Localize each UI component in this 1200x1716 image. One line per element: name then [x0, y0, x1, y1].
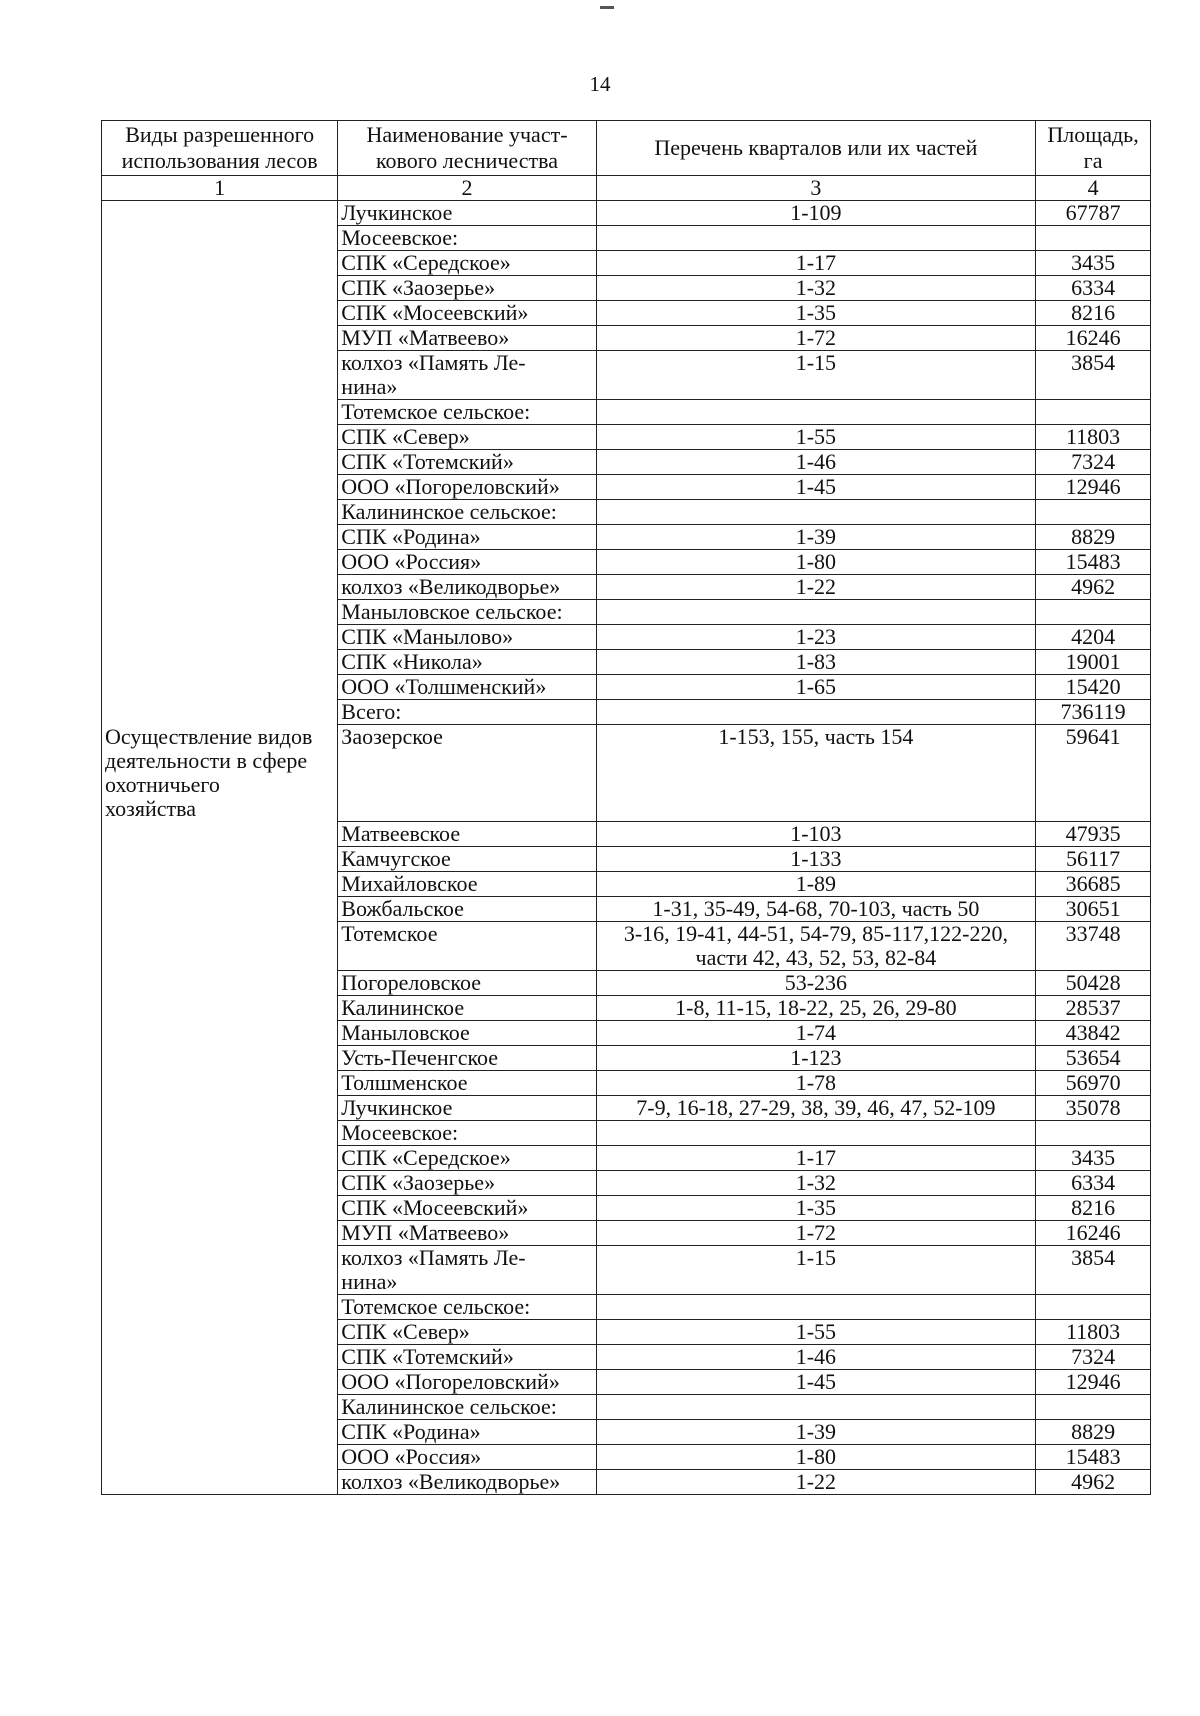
table-row — [102, 897, 1151, 922]
table-row — [102, 725, 1151, 822]
cell-permitted-use — [102, 550, 338, 575]
cell-permitted-use — [102, 326, 338, 351]
cell-permitted-use — [102, 1420, 338, 1445]
cell-area: 8829 — [1036, 1420, 1151, 1445]
table-row — [102, 847, 1151, 872]
cell-area: 15420 — [1036, 675, 1151, 700]
cell-area: 3854 — [1036, 1246, 1151, 1295]
cell-forestry-name: Лучкинское — [338, 201, 596, 226]
table-row — [102, 326, 1151, 351]
cell-permitted-use — [102, 1196, 338, 1221]
cell-area: 35078 — [1036, 1096, 1151, 1121]
table-row — [102, 822, 1151, 847]
cell-quarters: 1-109 — [596, 201, 1035, 226]
forest-use-table — [101, 120, 1151, 1495]
table-row — [102, 1071, 1151, 1096]
cell-forestry-name: СПК «Манылово» — [338, 625, 596, 650]
header-line: га — [1083, 148, 1103, 173]
cell-area: 15483 — [1036, 1445, 1151, 1470]
cell-area: 50428 — [1036, 971, 1151, 996]
page-number: 14 — [589, 72, 611, 96]
table-row — [102, 996, 1151, 1021]
cell-permitted-use — [102, 1470, 338, 1495]
cell-permitted-use — [102, 847, 338, 872]
header-line: Наименование участ- — [366, 122, 568, 147]
cell-permitted-use — [102, 1046, 338, 1071]
cell-forestry-name: Вожбальское — [338, 897, 596, 922]
header-area — [1036, 121, 1151, 176]
cell-permitted-use — [102, 650, 338, 675]
cell-quarters: 1-45 — [596, 475, 1035, 500]
cell-quarters: 1-55 — [596, 425, 1035, 450]
table-row — [102, 575, 1151, 600]
cell-forestry-name: СПК «Родина» — [338, 1420, 596, 1445]
cell-quarters: 1-45 — [596, 1370, 1035, 1395]
cell-forestry-name: Калининское — [338, 996, 596, 1021]
cell-quarters: 1-74 — [596, 1021, 1035, 1046]
cell-permitted-use — [102, 1096, 338, 1121]
cell-permitted-use — [102, 872, 338, 897]
cell-permitted-use — [102, 1071, 338, 1096]
cell-forestry-name: Маныловское — [338, 1021, 596, 1046]
table-row — [102, 1021, 1151, 1046]
cell-area: 3435 — [1036, 1146, 1151, 1171]
cell-quarters: 1-22 — [596, 1470, 1035, 1495]
cell-area: 16246 — [1036, 326, 1151, 351]
cell-forestry-name: колхоз «Память Ле- нина» — [338, 1246, 596, 1295]
table-row — [102, 301, 1151, 326]
header-line: Площадь, — [1047, 122, 1139, 147]
table-row — [102, 525, 1151, 550]
column-number: 1 — [102, 176, 338, 201]
cell-area: 8829 — [1036, 525, 1151, 550]
cell-quarters: 1-133 — [596, 847, 1035, 872]
cell-quarters — [596, 400, 1035, 425]
cell-forestry-name: СПК «Родина» — [338, 525, 596, 550]
cell-permitted-use — [102, 400, 338, 425]
cell-quarters: 1-65 — [596, 675, 1035, 700]
cell-forestry-name: СПК «Середское» — [338, 251, 596, 276]
cell-permitted-use — [102, 1246, 338, 1295]
cell-forestry-name: ООО «Толшменский» — [338, 675, 596, 700]
cell-permitted-use — [102, 600, 338, 625]
table-row — [102, 550, 1151, 575]
cell-area: 19001 — [1036, 650, 1151, 675]
forest-use-table-container — [101, 120, 1151, 1495]
cell-permitted-use — [102, 971, 338, 996]
table-row — [102, 1121, 1151, 1146]
cell-permitted-use — [102, 450, 338, 475]
table-row — [102, 872, 1151, 897]
cell-area — [1036, 1295, 1151, 1320]
header-line: Перечень кварталов или их частей — [654, 135, 978, 160]
table-row — [102, 1046, 1151, 1071]
cell-permitted-use — [102, 1395, 338, 1420]
cell-area: 12946 — [1036, 1370, 1151, 1395]
cell-area: 47935 — [1036, 822, 1151, 847]
cell-forestry-name: колхоз «Память Ле- нина» — [338, 351, 596, 400]
cell-quarters: 53-236 — [596, 971, 1035, 996]
cell-permitted-use — [102, 700, 338, 725]
cell-area: 4204 — [1036, 625, 1151, 650]
cell-area: 56117 — [1036, 847, 1151, 872]
cell-forestry-name: колхоз «Великодворье» — [338, 1470, 596, 1495]
cell-area: 16246 — [1036, 1221, 1151, 1246]
cell-forestry-name: Калининское сельское: — [338, 500, 596, 525]
cell-permitted-use — [102, 922, 338, 971]
table-row — [102, 1320, 1151, 1345]
cell-quarters: 1-123 — [596, 1046, 1035, 1071]
cell-quarters — [596, 1121, 1035, 1146]
cell-forestry-name: Толшменское — [338, 1071, 596, 1096]
cell-permitted-use — [102, 276, 338, 301]
table-row — [102, 450, 1151, 475]
cell-forestry-name: МУП «Матвеево» — [338, 1221, 596, 1246]
cell-quarters: 1-80 — [596, 550, 1035, 575]
cell-forestry-name: Усть-Печенгское — [338, 1046, 596, 1071]
cell-area: 11803 — [1036, 425, 1151, 450]
table-row — [102, 1096, 1151, 1121]
cell-permitted-use — [102, 425, 338, 450]
cell-permitted-use — [102, 226, 338, 251]
cell-area — [1036, 1121, 1151, 1146]
cell-area: 28537 — [1036, 996, 1151, 1021]
cell-forestry-name: ООО «Россия» — [338, 550, 596, 575]
cell-forestry-name: Заозерское — [338, 725, 596, 822]
table-row — [102, 1370, 1151, 1395]
cell-permitted-use — [102, 500, 338, 525]
cell-quarters: 1-8, 11-15, 18-22, 25, 26, 29-80 — [596, 996, 1035, 1021]
header-line: кового лесничества — [375, 148, 558, 173]
column-number: 4 — [1036, 176, 1151, 201]
cell-forestry-name: ООО «Погореловский» — [338, 475, 596, 500]
cell-area: 43842 — [1036, 1021, 1151, 1046]
table-row — [102, 201, 1151, 226]
cell-area — [1036, 600, 1151, 625]
cell-forestry-name: СПК «Заозерье» — [338, 1171, 596, 1196]
cell-forestry-name: СПК «Север» — [338, 1320, 596, 1345]
cell-area: 56970 — [1036, 1071, 1151, 1096]
cell-quarters: 1-15 — [596, 351, 1035, 400]
cell-area: 4962 — [1036, 1470, 1151, 1495]
cell-forestry-name: СПК «Середское» — [338, 1146, 596, 1171]
cell-permitted-use — [102, 1345, 338, 1370]
cell-quarters: 1-35 — [596, 301, 1035, 326]
cell-forestry-name: Всего: — [338, 700, 596, 725]
cell-area: 33748 — [1036, 922, 1151, 971]
cell-forestry-name: СПК «Мосеевский» — [338, 1196, 596, 1221]
cell-forestry-name: Лучкинское — [338, 1096, 596, 1121]
cell-forestry-name: СПК «Мосеевский» — [338, 301, 596, 326]
cell-area — [1036, 226, 1151, 251]
column-number: 3 — [596, 176, 1035, 201]
table-row — [102, 1470, 1151, 1495]
column-number: 2 — [338, 176, 596, 201]
cell-quarters: 1-55 — [596, 1320, 1035, 1345]
table-row — [102, 1345, 1151, 1370]
cell-forestry-name: СПК «Тотемский» — [338, 450, 596, 475]
cell-permitted-use — [102, 475, 338, 500]
cell-area: 59641 — [1036, 725, 1151, 822]
column-number-row — [102, 176, 1151, 201]
cell-area — [1036, 500, 1151, 525]
table-row — [102, 675, 1151, 700]
cell-permitted-use — [102, 897, 338, 922]
cell-area: 30651 — [1036, 897, 1151, 922]
cell-permitted-use — [102, 201, 338, 226]
cell-quarters: 1-72 — [596, 1221, 1035, 1246]
table-row — [102, 1420, 1151, 1445]
cell-area: 4962 — [1036, 575, 1151, 600]
table-row — [102, 1246, 1151, 1295]
cell-permitted-use — [102, 1171, 338, 1196]
cell-quarters — [596, 700, 1035, 725]
header-permitted-use — [102, 121, 338, 176]
cell-permitted-use — [102, 1295, 338, 1320]
cell-quarters: 1-39 — [596, 1420, 1035, 1445]
table-row — [102, 1295, 1151, 1320]
cell-area: 12946 — [1036, 475, 1151, 500]
table-row — [102, 1395, 1151, 1420]
cell-quarters: 1-17 — [596, 1146, 1035, 1171]
cell-area: 67787 — [1036, 201, 1151, 226]
table-row — [102, 226, 1151, 251]
cell-quarters: 1-35 — [596, 1196, 1035, 1221]
cell-quarters: 1-78 — [596, 1071, 1035, 1096]
cell-forestry-name: Тотемское сельское: — [338, 400, 596, 425]
cell-forestry-name: Тотемское — [338, 922, 596, 971]
table-row — [102, 971, 1151, 996]
cell-area: 36685 — [1036, 872, 1151, 897]
scan-artifact — [600, 6, 614, 9]
header-line: Виды разрешенного — [125, 122, 315, 147]
cell-quarters: 1-32 — [596, 1171, 1035, 1196]
cell-permitted-use — [102, 822, 338, 847]
cell-quarters: 1-72 — [596, 326, 1035, 351]
cell-quarters: 1-31, 35-49, 54-68, 70-103, часть 50 — [596, 897, 1035, 922]
cell-permitted-use — [102, 1021, 338, 1046]
table-row — [102, 1171, 1151, 1196]
cell-quarters: 1-46 — [596, 450, 1035, 475]
cell-quarters: 1-153, 155, часть 154 — [596, 725, 1035, 822]
cell-forestry-name: Камчугское — [338, 847, 596, 872]
cell-area: 15483 — [1036, 550, 1151, 575]
cell-permitted-use — [102, 1370, 338, 1395]
cell-area: 6334 — [1036, 1171, 1151, 1196]
table-row — [102, 475, 1151, 500]
cell-quarters: 1-103 — [596, 822, 1035, 847]
cell-quarters — [596, 500, 1035, 525]
cell-area: 7324 — [1036, 1345, 1151, 1370]
cell-quarters: 1-32 — [596, 276, 1035, 301]
cell-quarters: 1-83 — [596, 650, 1035, 675]
table-row — [102, 425, 1151, 450]
cell-forestry-name: Калининское сельское: — [338, 1395, 596, 1420]
cell-quarters: 1-80 — [596, 1445, 1035, 1470]
cell-area: 6334 — [1036, 276, 1151, 301]
cell-quarters — [596, 600, 1035, 625]
cell-quarters: 1-17 — [596, 251, 1035, 276]
cell-forestry-name: Михайловское — [338, 872, 596, 897]
cell-quarters — [596, 226, 1035, 251]
cell-area: 3435 — [1036, 251, 1151, 276]
table-row — [102, 400, 1151, 425]
cell-quarters: 7-9, 16-18, 27-29, 38, 39, 46, 47, 52-109 — [596, 1096, 1035, 1121]
cell-area: 8216 — [1036, 1196, 1151, 1221]
cell-area: 11803 — [1036, 1320, 1151, 1345]
cell-area: 7324 — [1036, 450, 1151, 475]
table-row — [102, 922, 1151, 971]
cell-quarters: 1-22 — [596, 575, 1035, 600]
cell-quarters — [596, 1395, 1035, 1420]
cell-permitted-use — [102, 1221, 338, 1246]
cell-quarters: 1-39 — [596, 525, 1035, 550]
cell-forestry-name: Мосеевское: — [338, 1121, 596, 1146]
cell-forestry-name: МУП «Матвеево» — [338, 326, 596, 351]
cell-forestry-name: Погореловское — [338, 971, 596, 996]
table-row — [102, 276, 1151, 301]
header-line: использования лесов — [121, 148, 318, 173]
cell-quarters: 1-89 — [596, 872, 1035, 897]
cell-permitted-use — [102, 351, 338, 400]
cell-forestry-name: Маныловское сельское: — [338, 600, 596, 625]
cell-quarters — [596, 1295, 1035, 1320]
table-row — [102, 625, 1151, 650]
cell-forestry-name: Тотемское сельское: — [338, 1295, 596, 1320]
cell-permitted-use — [102, 1121, 338, 1146]
cell-permitted-use — [102, 251, 338, 276]
cell-permitted-use — [102, 1445, 338, 1470]
cell-forestry-name: ООО «Россия» — [338, 1445, 596, 1470]
cell-area: 53654 — [1036, 1046, 1151, 1071]
cell-permitted-use — [102, 625, 338, 650]
cell-forestry-name: Матвеевское — [338, 822, 596, 847]
cell-forestry-name: СПК «Тотемский» — [338, 1345, 596, 1370]
cell-permitted-use — [102, 1146, 338, 1171]
cell-permitted-use — [102, 525, 338, 550]
table-row — [102, 500, 1151, 525]
cell-area — [1036, 1395, 1151, 1420]
cell-area: 8216 — [1036, 301, 1151, 326]
cell-area — [1036, 400, 1151, 425]
cell-quarters: 1-23 — [596, 625, 1035, 650]
cell-forestry-name: Мосеевское: — [338, 226, 596, 251]
cell-permitted-use — [102, 575, 338, 600]
table-row — [102, 251, 1151, 276]
cell-forestry-name: колхоз «Великодворье» — [338, 575, 596, 600]
cell-area: 3854 — [1036, 351, 1151, 400]
cell-forestry-name: ООО «Погореловский» — [338, 1370, 596, 1395]
cell-permitted-use — [102, 301, 338, 326]
cell-permitted-use: Осуществление видов деятельности в сфере охотничьего хозяйства — [102, 725, 338, 822]
cell-quarters: 3-16, 19-41, 44-51, 54-79, 85-117,122-220, части 42, 43, 52, 53, 82-84 — [596, 922, 1035, 971]
table-row — [102, 650, 1151, 675]
cell-forestry-name: СПК «Никола» — [338, 650, 596, 675]
header-row — [102, 121, 1151, 176]
cell-quarters: 1-15 — [596, 1246, 1035, 1295]
cell-permitted-use — [102, 675, 338, 700]
table-row — [102, 700, 1151, 725]
table-row — [102, 600, 1151, 625]
cell-permitted-use — [102, 1320, 338, 1345]
cell-forestry-name: СПК «Заозерье» — [338, 276, 596, 301]
header-forestry-name — [338, 121, 596, 176]
table-row — [102, 1445, 1151, 1470]
table-row — [102, 1196, 1151, 1221]
cell-forestry-name: СПК «Север» — [338, 425, 596, 450]
cell-quarters: 1-46 — [596, 1345, 1035, 1370]
table-body — [102, 201, 1151, 1495]
cell-area: 736119 — [1036, 700, 1151, 725]
header-quarters-list — [596, 121, 1035, 176]
table-row — [102, 1221, 1151, 1246]
table-row — [102, 1146, 1151, 1171]
table-row — [102, 351, 1151, 400]
cell-permitted-use — [102, 996, 338, 1021]
